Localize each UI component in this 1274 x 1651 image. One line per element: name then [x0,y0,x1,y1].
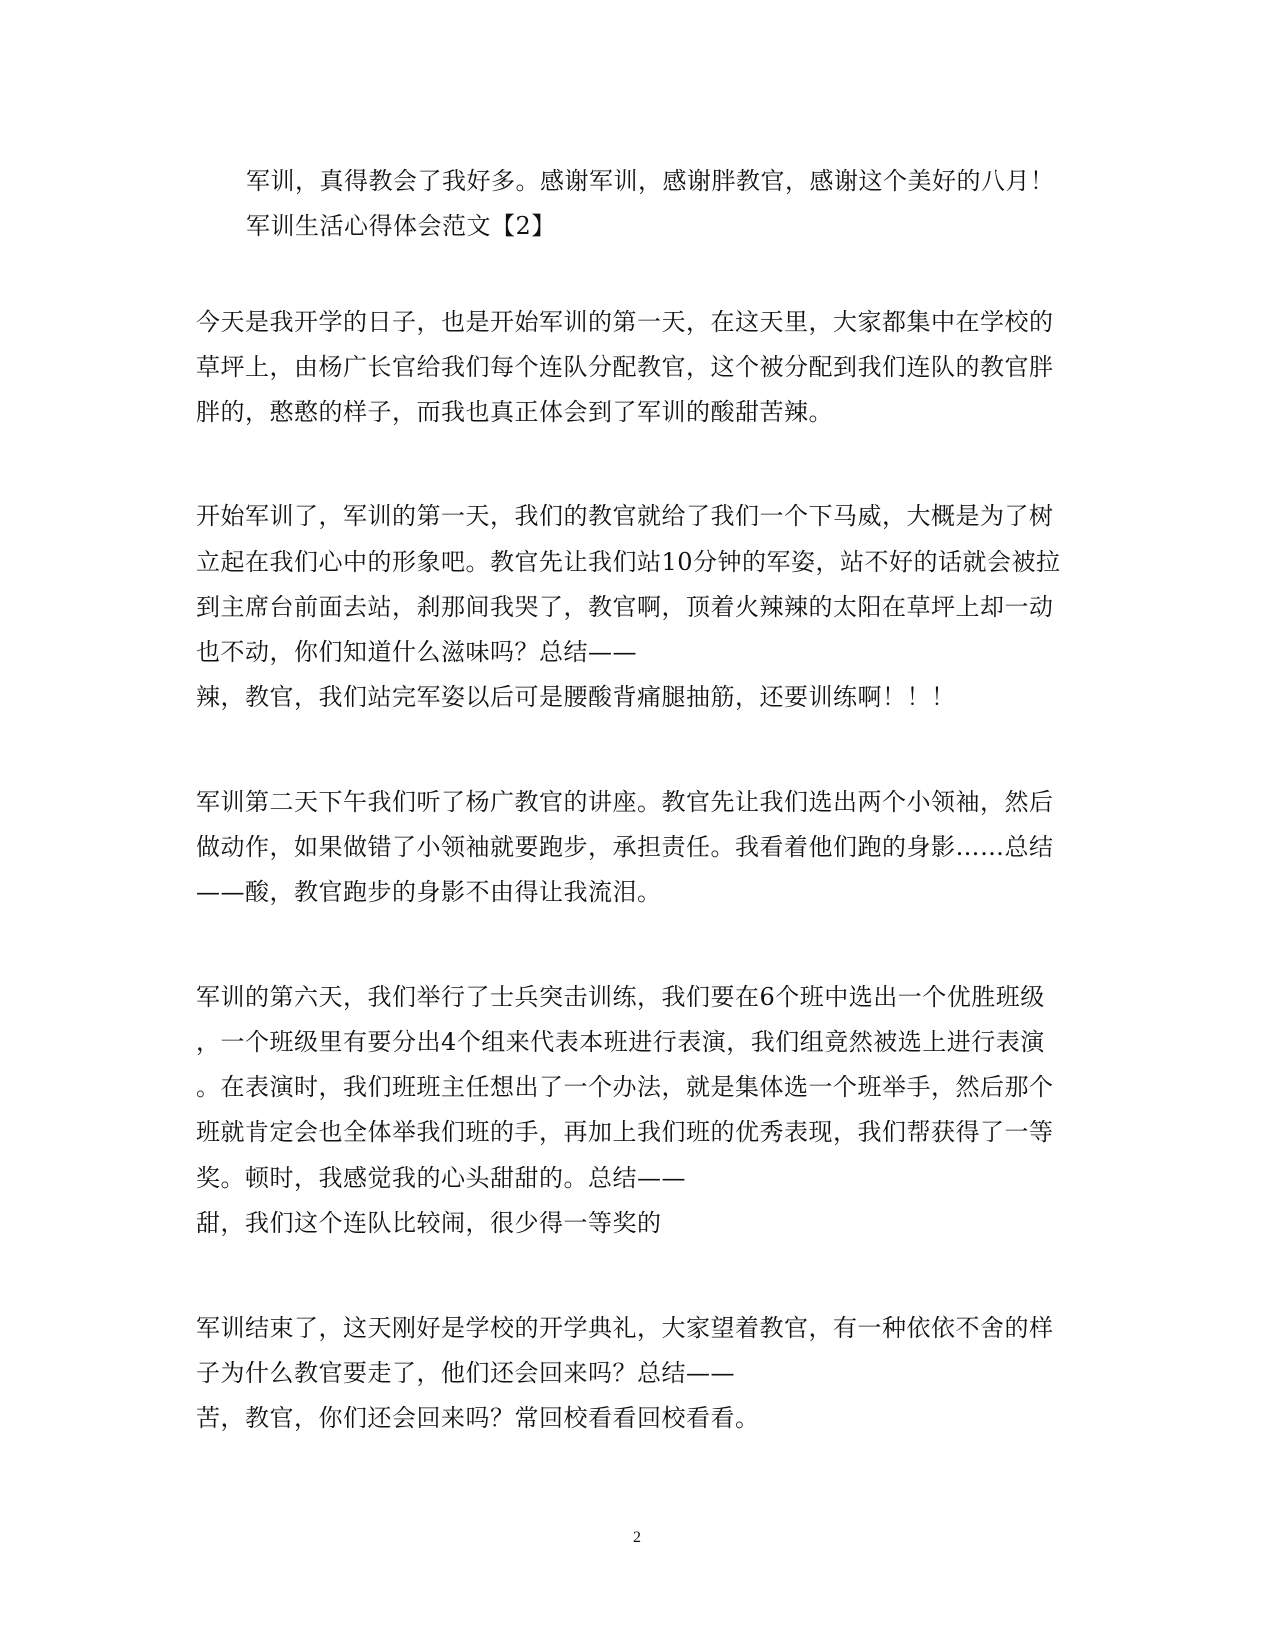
paragraph-line: ——酸，教官跑步的身影不由得让我流泪。 [196,878,662,906]
paragraph-line: 到主席台前面去站，刹那间我哭了，教官啊，顶着火辣辣的太阳在草坪上却一动 [196,593,1054,621]
paragraph-line: 开始军训了，军训的第一天，我们的教官就给了我们一个下马威，大概是为了树 [196,502,1054,530]
paragraph-line: 立起在我们心中的形象吧。教官先让我们站10分钟的军姿，站不好的话就会被拉 [196,548,1061,576]
paragraph-line: 军训的第六天，我们举行了士兵突击训练，我们要在6个班中选出一个优胜班级 [196,983,1045,1011]
paragraph-line: 班就肯定会也全体举我们班的手，再加上我们班的优秀表现，我们帮获得了一等 [196,1118,1054,1146]
paragraph-line: 今天是我开学的日子，也是开始军训的第一天，在这天里，大家都集中在学校的 [196,308,1054,336]
section-heading: 军训生活心得体会范文【2】 [246,212,556,240]
paragraph-line: 胖的，憨憨的样子，而我也真正体会到了军训的酸甜苦辣。 [196,398,833,426]
paragraph-line: 也不动，你们知道什么滋味吗？总结—— [196,638,637,666]
page-number: 2 [633,1529,641,1546]
paragraph-line: 军训第二天下午我们听了杨广教官的讲座。教官先让我们选出两个小领袖，然后 [196,788,1054,816]
paragraph-line: 军训结束了，这天刚好是学校的开学典礼，大家望着教官，有一种依依不舍的样 [196,1314,1054,1342]
intro-line: 军训，真得教会了我好多。感谢军训，感谢胖教官，感谢这个美好的八月！ [246,167,1055,195]
paragraph-line: 草坪上，由杨广长官给我们每个连队分配教官，这个被分配到我们连队的教官胖 [196,353,1054,381]
paragraph-line: 辣，教官，我们站完军姿以后可是腰酸背痛腿抽筋，还要训练啊！！！ [196,683,956,711]
paragraph-line: 子为什么教官要走了，他们还会回来吗？总结—— [196,1359,735,1387]
paragraph-line: 甜，我们这个连队比较闹，很少得一等奖的 [196,1209,662,1237]
paragraph-line: ，一个班级里有要分出4个组来代表本班进行表演，我们组竟然被选上进行表演 [196,1028,1045,1056]
paragraph-line: 做动作，如果做错了小领袖就要跑步，承担责任。我看着他们跑的身影……总结 [196,833,1054,861]
paragraph-line: 奖。顿时，我感觉我的心头甜甜的。总结—— [196,1164,686,1192]
paragraph-line: 。在表演时，我们班班主任想出了一个办法，就是集体选一个班举手，然后那个 [196,1073,1054,1101]
paragraph-line: 苦，教官，你们还会回来吗？常回校看看回校看看。 [196,1404,760,1432]
